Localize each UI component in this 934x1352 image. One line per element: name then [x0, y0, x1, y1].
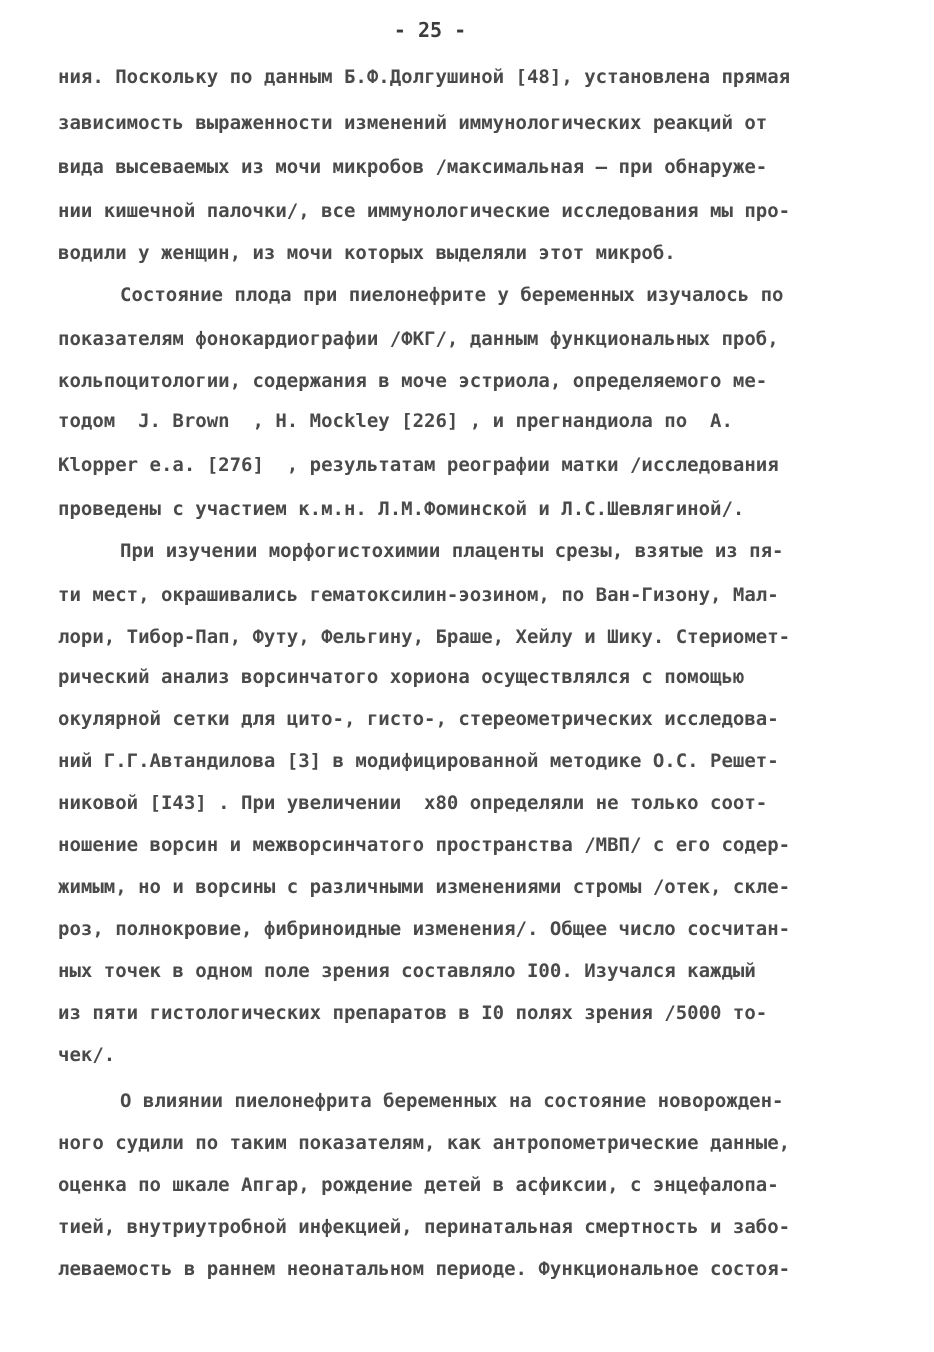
text-line: нии кишечной палочки/, все иммунологические исследования мы про-: [58, 200, 791, 222]
text-line: тией, внутриутробной инфекцией, перинатальная смертность и забо-: [58, 1216, 791, 1238]
text-line: зависимость выраженности изменений иммунологических реакций от: [58, 112, 768, 134]
text-line: ного судили по таким показателям, как антропометрические данные,: [58, 1132, 791, 1154]
text-line: окулярной сетки для цито-, гисто-, стереометрических исследова-: [58, 708, 779, 730]
text-line: При изучении морфогистохимии плаценты срезы, взятые из пя-: [120, 540, 784, 562]
text-line: вида высеваемых из мочи микробов /максимальная – при обнаруже-: [58, 156, 768, 178]
text-line: проведены с участием к.м.н. Л.М.Фоминской и Л.С.Шевлягиной/.: [58, 498, 745, 520]
text-line: лори, Тибор-Пап, Футу, Фельгину, Браше, Хейлу и Шику. Стериомет-: [58, 626, 791, 648]
text-line: Klopper e.a. [276] , результатам реографии матки /исследования: [58, 454, 779, 476]
text-line: Состояние плода при пиелонефрите у беременных изучалось по: [120, 284, 784, 306]
text-line: показателям фонокардиографии /ФКГ/, данным функциональных проб,: [58, 328, 779, 350]
text-line: из пяти гистологических препаратов в I0 полях зрения /5000 то-: [58, 1002, 768, 1024]
text-line: кольпоцитологии, содержания в моче эстриола, определяемого ме-: [58, 370, 768, 392]
text-line: ных точек в одном поле зрения составляло I00. Изучался каждый: [58, 960, 756, 982]
text-line: чек/.: [58, 1044, 116, 1066]
text-line: ти мест, окрашивались гематоксилин-эозином, по Ван-Гизону, Мал-: [58, 584, 779, 606]
text-line: ний Г.Г.Автандилова [3] в модифицированной методике О.С. Решет-: [58, 750, 779, 772]
page-number: - 25 -: [393, 18, 467, 42]
text-line: водили у женщин, из мочи которых выделяли этот микроб.: [58, 242, 676, 264]
text-line: ношение ворсин и межворсинчатого пространства /МВП/ с его содер-: [58, 834, 791, 856]
text-line: никовой [I43] . При увеличении x80 определяли не только соот-: [58, 792, 768, 814]
text-line: ния. Поскольку по данным Б.Ф.Долгушиной [48], установлена прямая: [58, 66, 791, 88]
text-line: жимым, но и ворсины с различными изменениями стромы /отек, скле-: [58, 876, 791, 898]
text-line: леваемость в раннем неонатальном периоде. Функциональное состоя-: [58, 1258, 791, 1280]
text-line: рический анализ ворсинчатого хориона осуществлялся с помощью: [58, 666, 745, 688]
text-line: роз, полнокровие, фибриноидные изменения/. Общее число сосчитан-: [58, 918, 791, 940]
text-line: оценка по шкале Апгар, рождение детей в асфиксии, с энцефалопа-: [58, 1174, 779, 1196]
text-line: тодом J. Brown , H. Mockley [226] , и прегнандиола по A.: [58, 410, 733, 432]
text-line: О влиянии пиелонефрита беременных на состояние новорожден-: [120, 1090, 784, 1112]
